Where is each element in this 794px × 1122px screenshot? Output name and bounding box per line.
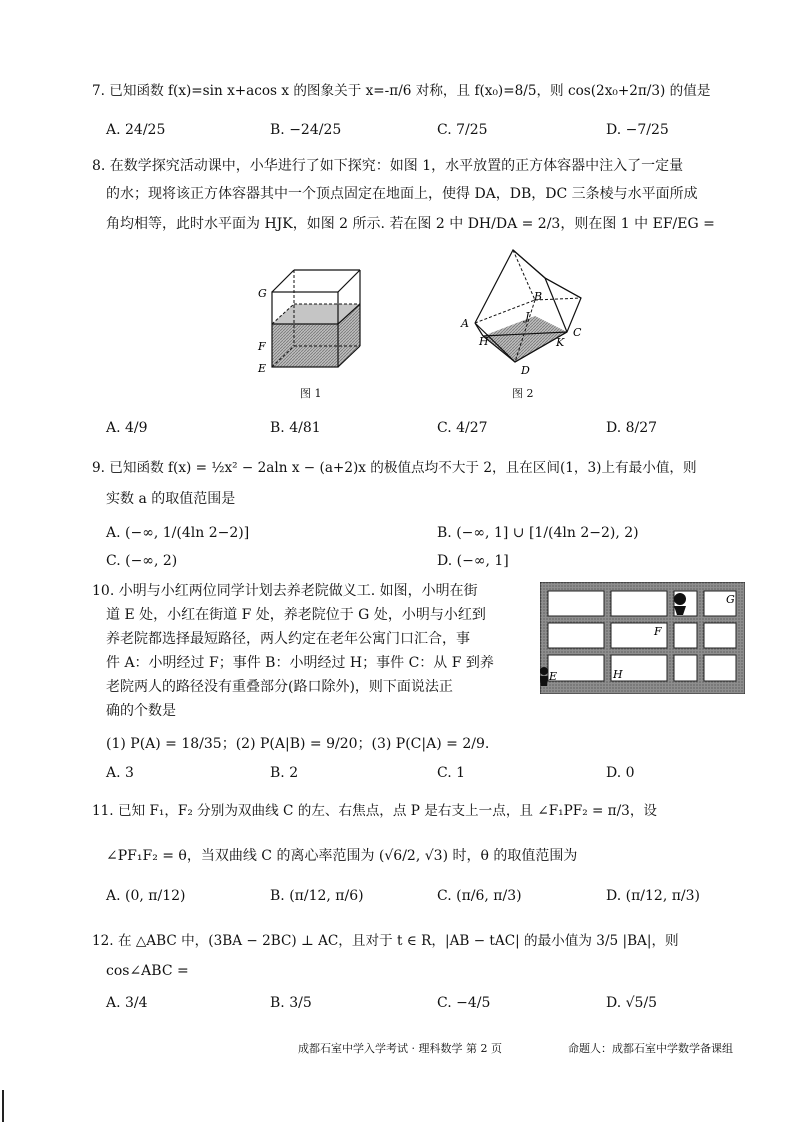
q7-option-c: C. 7/25 [437, 122, 488, 138]
q12-stem-line2: cos∠ABC = [106, 963, 189, 979]
binding-edge [2, 1090, 4, 1122]
label-c: C [573, 326, 582, 339]
street-map-figure [540, 582, 745, 694]
q8-option-b: B. 4/81 [270, 420, 321, 436]
q8-stem-line3: 角均相等，此时水平面为 HJK，如图 2 所示. 若在图 2 中 DH/DA = 2/3，则在图 1 中 EF/EG = [106, 216, 715, 232]
q7-option-d: D. −7/25 [606, 122, 669, 138]
q9-option-a: A. (−∞, 1/(4ln 2−2)] [106, 525, 250, 541]
q10-stem-line3: 养老院都选择最短路径，两人约定在老年公寓门口汇合，事 [106, 631, 470, 647]
label-f: F [258, 340, 266, 353]
q10-stem-line2: 道 E 处，小红在街道 F 处，养老院位于 G 处，小明与小红到 [106, 607, 486, 623]
figure-1-cube [250, 262, 380, 380]
label-e: E [258, 362, 267, 375]
label-b: B [534, 290, 543, 303]
q12-option-a: A. 3/4 [106, 995, 148, 1011]
q11-option-d: D. (π/12, π/3) [606, 888, 701, 904]
q11-option-a: A. (0, π/12) [106, 888, 186, 904]
q7-option-a: A. 24/25 [106, 122, 166, 138]
q10-option-a: A. 3 [106, 765, 134, 781]
q8-stem-line1: 8. 在数学探究活动课中，小华进行了如下探究：如图 1，水平放置的正方体容器中注入了一定量 [92, 158, 684, 174]
q8-stem-line2: 的水；现将该正方体容器其中一个顶点固定在地面上，使得 DA，DB，DC 三条棱与水平面所成 [106, 186, 698, 202]
map-label-e: E [549, 670, 558, 683]
q9-stem-line2: 实数 a 的取值范围是 [106, 491, 236, 507]
q9-option-b: B. (−∞, 1] ∪ [1/(4ln 2−2), 2) [437, 525, 639, 541]
q10-stem-line1: 10. 小明与小红两位同学计划去养老院做义工. 如图，小明在街 [92, 583, 478, 599]
label-d: D [521, 364, 530, 377]
map-label-h: H [613, 668, 623, 681]
q12-option-c: C. −4/5 [437, 995, 491, 1011]
label-g: G [258, 287, 267, 300]
q10-option-b: B. 2 [270, 765, 299, 781]
q8-option-a: A. 4/9 [106, 420, 148, 436]
q12-stem-line1: 12. 在 △ABC 中，(3BA − 2BC) ⊥ AC，且对于 t ∈ R，|AB − tAC| 的最小值为 3/5 |BA|，则 [92, 933, 679, 949]
q9-option-c: C. (−∞, 2) [106, 553, 178, 569]
q11-option-c: C. (π/6, π/3) [437, 888, 522, 904]
map-label-f: F [654, 625, 662, 638]
q12-option-d: D. √5/5 [606, 995, 658, 1011]
figure-2-cube [455, 238, 595, 380]
page-footer-center: 成都石室中学入学考试 · 理科数学 第 2 页 [298, 1042, 502, 1055]
q10-option-c: C. 1 [437, 765, 466, 781]
q11-stem-line2: ∠PF₁F₂ = θ，当双曲线 C 的离心率范围为 (√6/2, √3) 时，θ 的取值范围为 [106, 848, 578, 864]
q10-option-d: D. 0 [606, 765, 635, 781]
label-h: H [479, 335, 489, 348]
q8-option-d: D. 8/27 [606, 420, 658, 436]
q12-option-b: B. 3/5 [270, 995, 312, 1011]
q10-stem-line5: 老院两人的路径没有重叠部分(路口除外)，则下面说法正 [106, 679, 453, 695]
q9-stem-line1: 9. 已知函数 f(x) = ½x² − 2aln x − (a+2)x 的极值点均不大于 2，且在区间(1，3)上有最小值，则 [92, 460, 697, 476]
q11-stem-line1: 11. 已知 F₁，F₂ 分别为双曲线 C 的左、右焦点，点 P 是右支上一点，且 ∠F₁PF₂ = π/3，设 [92, 803, 658, 819]
q10-statements: (1) P(A) = 18/35；(2) P(A|B) = 9/20；(3) P(C|A) = 2/9. [106, 736, 490, 752]
figure-2-caption: 图 2 [512, 387, 534, 400]
label-a: A [461, 317, 469, 330]
q8-option-c: C. 4/27 [437, 420, 488, 436]
q11-option-b: B. (π/12, π/6) [270, 888, 364, 904]
q7-option-b: B. −24/25 [270, 122, 342, 138]
figure-1-caption: 图 1 [300, 387, 322, 400]
map-label-g: G [726, 593, 735, 606]
q9-option-d: D. (−∞, 1] [437, 553, 509, 569]
q7-stem: 7. 已知函数 f(x)=sin x+acos x 的图象关于 x=-π/6 对称，且 f(x₀)=8/5，则 cos(2x₀+2π/3) 的值是 [92, 83, 711, 99]
page-footer-right: 命题人：成都石室中学数学备课组 [568, 1042, 733, 1055]
label-k: K [556, 336, 565, 349]
q10-stem-line6: 确的个数是 [106, 703, 176, 719]
q10-stem-line4: 件 A：小明经过 F；事件 B：小明经过 H；事件 C：从 F 到养 [106, 655, 494, 671]
person-icon [540, 667, 548, 686]
label-j: J [525, 310, 530, 323]
